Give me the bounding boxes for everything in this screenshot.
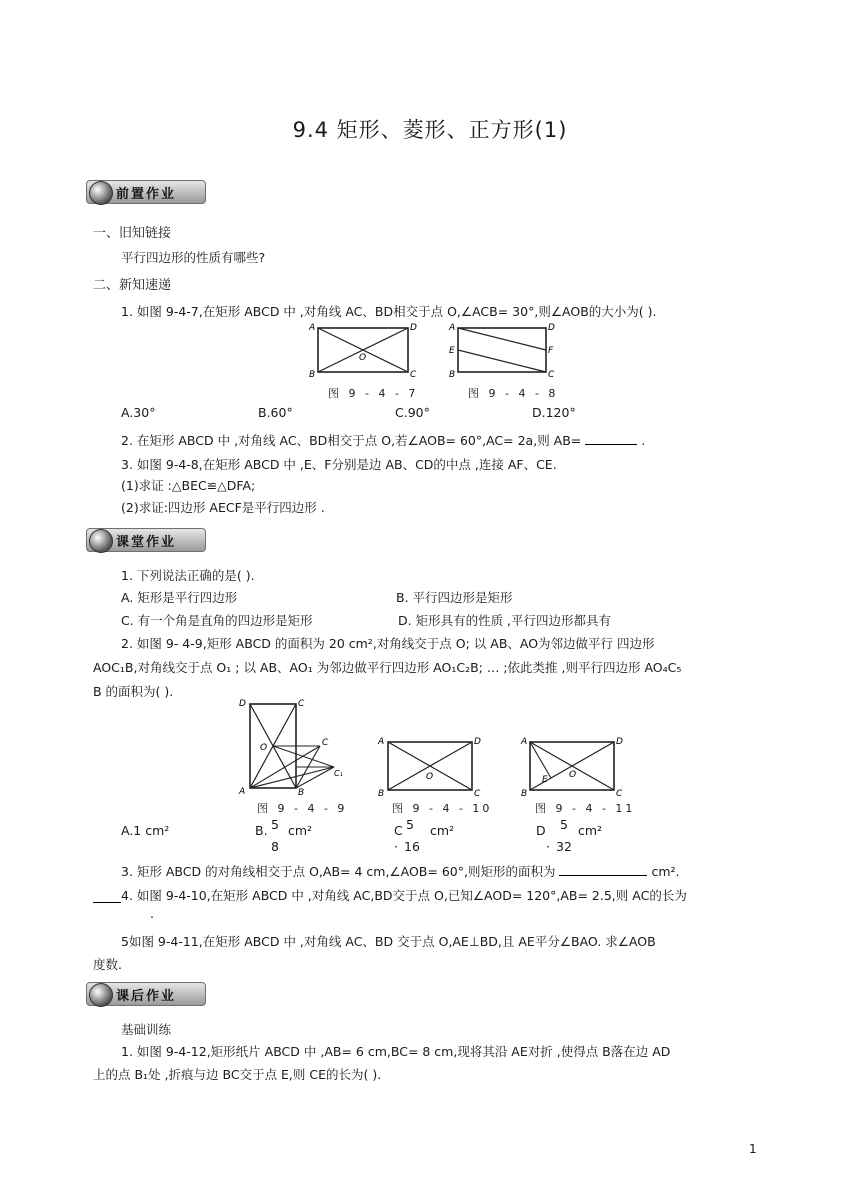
label-E: E xyxy=(542,775,548,785)
label-D: D xyxy=(410,323,417,333)
question-1-line-1: 1. 如图 9-4-12,矩形纸片 ABCD 中 ,AB= 6 cm,BC= 8 cm,现将其沿 AE对折 ,使得点 B落在边 AD xyxy=(121,1044,671,1059)
figure-caption: 图 9 - 4 - 8 xyxy=(468,387,559,400)
page-title: 9.4 矩形、菱形、正方形(1) xyxy=(292,118,568,142)
label-O: O xyxy=(569,770,577,780)
label-C: C xyxy=(474,789,481,796)
label-B: B xyxy=(309,370,316,380)
figure-icon xyxy=(89,983,113,1007)
label-O: O xyxy=(260,743,268,753)
question-1: 1. 下列说法正确的是( ). xyxy=(121,568,255,583)
question-text: 平行四边形的性质有哪些? xyxy=(121,250,266,265)
label-B: B xyxy=(298,788,305,796)
option-c: C. 有一个角是直角的四边形是矩形 xyxy=(121,613,313,628)
figure-caption: 图 9 - 4 - 11 xyxy=(535,802,636,815)
label-C: C xyxy=(410,370,417,380)
label-O: O xyxy=(359,353,367,363)
label-B: B xyxy=(449,370,456,380)
option-b: B. 平行四边形是矩形 xyxy=(396,590,513,605)
question-3: 3. 矩形 ABCD 的对角线相交于点 O,AB= 4 cm,∠AOB= 60°,则矩形的面积为 cm². xyxy=(121,864,680,879)
ball-icon xyxy=(89,181,113,205)
figure-9-4-11 xyxy=(518,734,630,796)
option-a: A. 矩形是平行四边形 xyxy=(121,590,238,605)
question-3-part-2: (2)求证:四边形 AECF是平行四边形 . xyxy=(121,500,325,515)
play-icon xyxy=(89,529,113,553)
label-C: C xyxy=(548,370,555,380)
label-C: C xyxy=(298,699,305,709)
label-D: D xyxy=(548,323,555,333)
label-B: B xyxy=(521,789,528,796)
question-3: 3. 如图 9-4-8,在矩形 ABCD 中 ,E、F分别是边 AB、CD的中点 ,连接 AF、CE. xyxy=(121,457,557,472)
section-banner-class: 课堂作业 xyxy=(86,528,208,554)
question-3-part-1: (1)求证 :△BEC≌△DFA; xyxy=(121,478,256,493)
heading-old-knowledge: 一、旧知链接 xyxy=(93,226,172,241)
option-c: C.90° xyxy=(395,405,430,420)
option-a: A.30° xyxy=(121,405,156,420)
question-4: 4. 如图 9-4-10,在矩形 ABCD 中 ,对角线 AC,BD交于点 O,已知∠AOD= 120°,AB= 2.5,则 AC的长为 xyxy=(121,888,687,903)
label-A: A xyxy=(521,737,528,747)
heading-new-knowledge: 二、新知速递 xyxy=(93,278,172,293)
heading-basic-training: 基础训练 xyxy=(121,1022,172,1037)
label-D: D xyxy=(616,737,623,747)
question-5-line-2: 度数. xyxy=(93,957,122,972)
label-A: A xyxy=(378,737,385,747)
page-number: 1 xyxy=(749,1142,757,1156)
option-a: A.1 cm² xyxy=(121,823,170,838)
figure-9-4-10 xyxy=(374,734,486,796)
label-A: A xyxy=(449,323,456,333)
question-1: 1. 如图 9-4-7,在矩形 ABCD 中 ,对角线 AC、BD相交于点 O,∠ACB= 30°,则∠AOB的大小为( ). xyxy=(121,304,657,319)
option-b: B.60° xyxy=(258,405,293,420)
figure-caption: 图 9 - 4 - 10 xyxy=(392,802,493,815)
question-2: 2. 在矩形 ABCD 中 ,对角线 AC、BD相交于点 O,若∠AOB= 60°,AC= 2a,则 AB= . xyxy=(121,433,646,448)
label-D: D xyxy=(239,699,246,709)
figure-9-4-8 xyxy=(446,322,562,380)
section-banner-pre: 前置作业 xyxy=(86,180,208,206)
option-d: D.120° xyxy=(532,405,576,420)
label-A: A xyxy=(239,787,246,796)
question-2-line-3: B 的面积为( ). xyxy=(93,684,174,699)
label-E: E xyxy=(449,346,455,356)
label-C1: C₁ xyxy=(334,769,343,778)
label-F: F xyxy=(548,346,554,356)
label-C: C xyxy=(322,738,329,748)
section-banner-after: 课后作业 xyxy=(86,982,208,1008)
figure-9-4-7 xyxy=(306,322,422,380)
question-4-end: . xyxy=(150,906,154,921)
label-B: B xyxy=(378,789,385,796)
question-5-line-1: 5如图 9-4-11,在矩形 ABCD 中 ,对角线 AC、BD 交于点 O,AE⊥BD,且 AE平分∠BAO. 求∠AOB xyxy=(121,934,656,949)
figure-caption: 图 9 - 4 - 9 xyxy=(257,802,348,815)
option-d: D. 矩形具有的性质 ,平行四边形都具有 xyxy=(398,613,612,628)
label-D: D xyxy=(474,737,481,747)
answer-blank-line xyxy=(93,902,121,903)
figure-9-4-9 xyxy=(234,696,346,796)
label-C: C xyxy=(616,789,623,796)
figure-caption: 图 9 - 4 - 7 xyxy=(328,387,419,400)
label-O: O xyxy=(426,772,434,782)
question-2-line-1: 2. 如图 9- 4-9,矩形 ABCD 的面积为 20 cm²,对角线交于点 O; 以 AB、AO为邻边做平行 四边形 xyxy=(121,636,655,651)
question-2-line-2: AOC₁B,对角线交于点 O₁ ; 以 AB、AO₁ 为邻边做平行四边形 AO₁C₂B; … ;依此类推 ,则平行四边形 AO₄C₅ xyxy=(93,660,682,675)
question-1-line-2: 上的点 B₁处 ,折痕与边 BC交于点 E,则 CE的长为( ). xyxy=(93,1067,382,1082)
label-A: A xyxy=(309,323,316,333)
